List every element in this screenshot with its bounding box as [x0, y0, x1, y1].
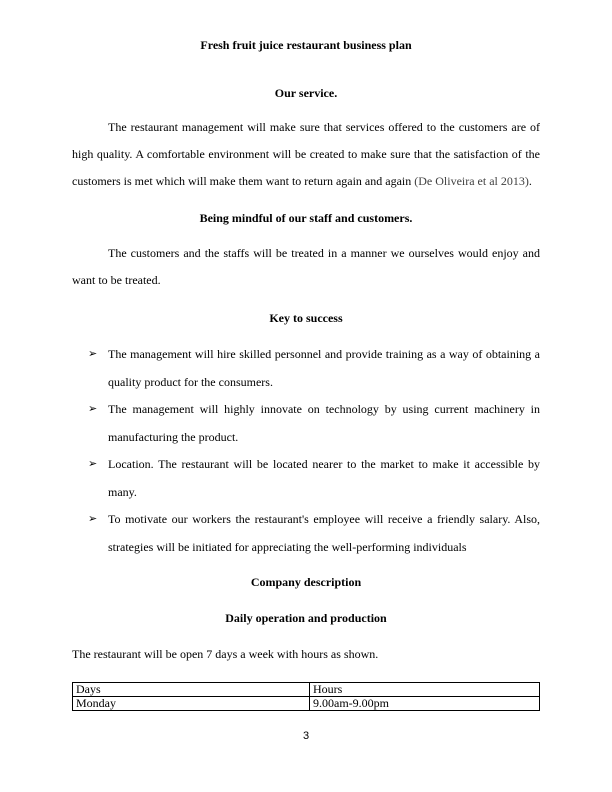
heading-key-to-success: Key to success [269, 311, 343, 325]
list-item [72, 451, 540, 506]
service-text: The restaurant management will make sure that services offered to the customers are of high quality. A comfortable environment will be created to make sure that the satisfaction of the customers is met which will make them want to return again and again [72, 120, 540, 188]
arrow-bullet-icon: ➢ [88, 348, 98, 360]
operation-text: The restaurant will be open 7 days a week with hours as shown. [72, 647, 379, 661]
list-item [72, 506, 540, 561]
list-item-text: To motivate our workers the restaurant's employee will receive a friendly salary. Also, strategies will be initiated for appreciating the well-performing individuals [108, 512, 540, 554]
list-item [72, 341, 540, 396]
paragraph-mindful [72, 240, 540, 294]
page-number: 3 [302, 730, 310, 742]
mindful-text: The customers and the staffs will be treated in a manner we ourselves would enjoy and want to be treated. [72, 246, 540, 287]
list-item-text: The management will highly innovate on technology by using current machinery in manufacturing the product. [108, 402, 540, 444]
list-item-text: The management will hire skilled personnel and provide training as a way of obtaining a quality product for the consumers. [108, 347, 540, 389]
heading-mindful: Being mindful of our staff and customers. [199, 211, 413, 225]
heading-our-service: Our service. [274, 86, 338, 100]
key-success-list [72, 341, 540, 561]
table-header-cell: Hours [310, 683, 540, 697]
table-cell: 9.00am-9.00pm [310, 697, 540, 711]
hours-table [72, 682, 540, 711]
table-cell: Monday [73, 697, 310, 711]
document-title: Fresh fruit juice restaurant business plan [200, 38, 412, 52]
sentence-end: . [528, 174, 532, 188]
arrow-bullet-icon: ➢ [88, 403, 98, 415]
heading-company-description: Company description [250, 575, 362, 589]
citation: (De Oliveira et al 2013) [414, 174, 529, 188]
arrow-bullet-icon: ➢ [88, 458, 98, 470]
list-item [72, 396, 540, 451]
table-header-cell: Days [73, 683, 310, 697]
arrow-bullet-icon: ➢ [88, 513, 98, 525]
list-item-text: Location. The restaurant will be located nearer to the market to make it accessible by many. [108, 457, 540, 499]
table-header-row [73, 683, 540, 697]
table-row [73, 697, 540, 711]
heading-daily-operation: Daily operation and production [225, 611, 387, 625]
paragraph-our-service [72, 114, 540, 195]
